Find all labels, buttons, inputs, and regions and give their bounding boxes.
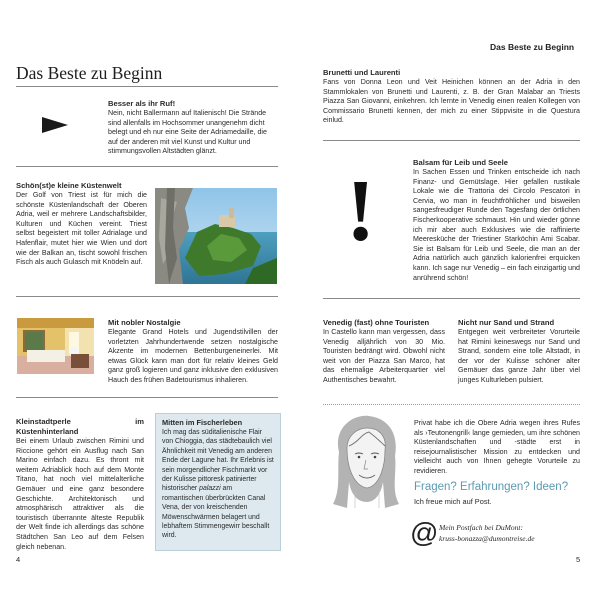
text-sand: Entgegen weit verbreiteter Vorurteile hat Rimini keineswegs nur Sand und Strand, sondern eine tolle Altstadt, in der vor der Kulisse schöner alter Gemäuer das ganze Jahr über viel junges Kulturleben pulsiert. [458,328,580,384]
rule-2 [16,296,278,297]
text-besser: Nein, nicht Ballermann auf Italienisch! Die Strände sind allenfalls im Hochsommer unangenehm dicht belegt und eh nur eine Seite der Adriamedaille, die auf der anderen mit viel Kunst und Kultur und stimmungsvollen Altstädten glänzt. [108,109,267,156]
info-box-fischerleben [155,413,281,551]
page-number-right: 5 [576,555,581,564]
title-rule [16,86,278,87]
heading-nostalgie: Mit nobler Nostalgie [108,318,181,327]
page-number-left: 4 [16,555,21,564]
text-venedig: In Castello kann man vergessen, dass Venedig alljährlich von 30 Mio. Touristen bedrängt wird. Obwohl nicht weit von der Piazza San Marco, hat das ehemalige Arbeiterquartier viel Authentisches bewahrt. [323,328,445,384]
mail-address-link[interactable]: kruss-bonazza@dumontreise.de [439,534,535,543]
text-kleinstadtperle: Bei einem Urlaub zwischen Rimini und Riccione gehört ein Ausflug nach San Marino einfach dazu. Es thront mit weitem Adriablick hoch auf dem Monte Titano, hat noch viel mittelalterliche Gemäuer und eine ganz besondere Geschichte. Architektonisch und atmosphärisch attraktiver als die touristisch überrannte älteste Republik der Welt finde ich allerdings das schöne Städtchen San Leo auf dem Felsen gleich nebenan. [16,437,144,551]
reply-text: Ich freue mich auf Post. [414,497,492,506]
heading-sand: Nicht nur Sand und Strand [458,318,555,327]
block-venedig [323,318,445,386]
block-brunetti [323,68,580,126]
block-besser [108,99,278,157]
at-icon: @ [410,517,439,548]
block-sand [458,318,580,386]
block-nostalgie [108,318,278,386]
block-balsam [413,158,580,283]
rule-5 [323,298,580,299]
text-brunetti: Fans von Donna Leon und Veit Heinichen können an der Adria in den Stammlokalen von Brunetti und Laurenti, z. B. der Gran Malabar an Triests Piazza San Giovanni, einkehren. Ich lernte in Venedig einen realen Kollegen von Commissario Brunetti kennen, der mich zu einer Stippvisite in die Questura einlud. [323,78,580,125]
block-kleinstadtperle [16,417,144,552]
heading-brunetti: Brunetti und Laurenti [323,68,401,77]
heading-besser: Besser als ihr Ruf! [108,99,176,108]
text-fischerleben: Ich mag das süditalienische Flair von Chioggia, das städtebaulich viel Ähnlichkeit mit Venedig am anderen Ende der Lagune hat. Ihr Erlebnis ist sein morgendlicher Fischmarkt vor der Kulisse pittoresk patinierter historischer palazzi am romantischen überbrückten Canal Vena, der von kreischenden Möwenschwärmen belagert und lebhaftem Stimmengewirr beschallt wird. [162,429,274,540]
play-triangle-icon [42,117,68,133]
intro-text: Privat habe ich die Obere Adria wegen ihres Rufes als ›Teutonengrill‹ lange gemieden, um ihre schönen Küstenlandschaften und -städte erst in reisejournalistischer Mission zu entdecken und vielleicht auch von Ihnen gehegte Vorurteile zu revidieren. [414,419,580,475]
rule-4 [323,140,580,141]
rule-3 [16,397,278,398]
page-title: Das Beste zu Beginn [16,63,163,83]
running-title: Das Beste zu Beginn [490,42,575,52]
text-kuestenwelt: Der Golf von Triest ist für mich die schönste Küstenlandschaft der Oberen Adria, weil er mehrere Landschaftsbilder, Kulturen und Küchen vereint. Triest selbst begeistert mit toller Adrialage und Hafenflair, mutet hier wie Wien und dort wie der Balkan an, tischt sowohl frischen Fisch als auch Gulasch mit Knödeln auf. [16,191,147,267]
text-nostalgie: Elegante Grand Hotels und Jugendstilvillen der vorletzten Jahrhundertwende setzen nostalgische Akzente im modernen Bettenburgeneinerlei. Mit etwas Glück kann man dort für relativ kleines Geld ganz groß logieren und ganz inklusive den exklusiven Hauch des frühen Badetourismus inhalieren. [108,328,278,384]
heading-venedig: Venedig (fast) ohne Touristen [323,318,430,327]
mailbox-label: Mein Postfach bei DuMont: [439,523,523,532]
heading-fischerleben: Mitten im Fischerleben [162,418,243,427]
text-balsam: In Sachen Essen und Trinken entscheide ich nach Finanz- und Gemütslage. Hier gefallen rustikale Lokale wie die Trattoria dei Circolo Pescatori in Cervia, wo man in feuchtfröhlicher und bisweilen sangesfreudiger Runde den Tagesfang der örtlichen Fischerkooperative schmaust. Hin und wieder gönne ich mir aber auch Exklusives wie die raffinierte Meeresküche der Triestiner Starköchin Ami Scabar. Sie ist Balsam für Leib und Seele, die man an der Adria natürlich auch gänzlich kalorienfrei erquicken kann. Ich sage nur Venedig – ein fach einzigartig und anrührend schön! [413,168,580,282]
author-portrait [325,412,407,508]
heading-balsam: Balsam für Leib und Seele [413,158,508,167]
rule-6 [323,404,580,405]
rule-1 [16,166,278,167]
coast-photo [155,188,277,284]
heading-kuestenwelt: Schön(st)e kleine Küstenwelt [16,181,122,190]
heading-kleinstadtperle: Kleinstadtperle im Küstenhinterland [16,417,144,436]
block-kuestenwelt [16,181,147,268]
exclamation-mark: ! [346,163,376,260]
hotel-room-photo [17,318,94,374]
questions-heading: Fragen? Erfahrungen? Ideen? [414,481,569,493]
